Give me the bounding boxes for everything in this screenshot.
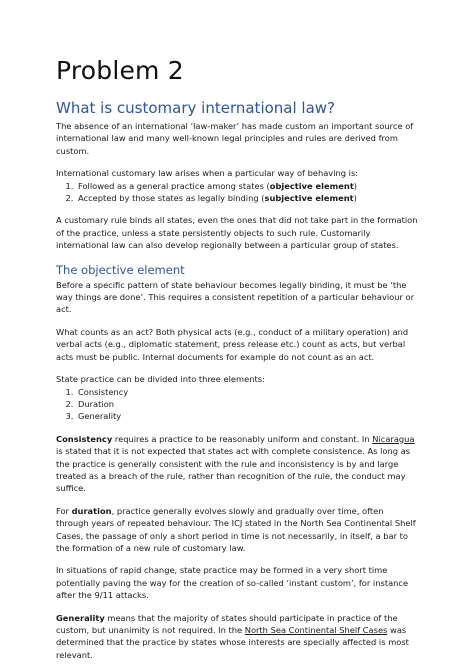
practice-elements-list [56,386,418,423]
generality-paragraph: Generality means that the majority of states should participate in practice of the custom, but unanimity is not required. In the North Sea Continental Shelf Cases was determined that the practice by states whose interests are specially affected is most relevant. [56,612,409,660]
acts-paragraph: What counts as an act? Both physical acts (e.g., conduct of a military operation) and verbal acts (e.g., diplomatic statement, press release etc.) count as acts, but verbal acts must be public. Internal documents for example do not count as an act. [56,326,409,362]
list-item: 1. Consistency [76,386,418,398]
case-reference: Nicaragua [372,433,415,444]
elements-list [56,180,418,205]
list-item: 3. Generality [76,410,418,422]
consistency-paragraph: Consistency requires a practice to be reasonably uniform and constant. In Nicaragua is stated that it is not expected that states act with complete consistence. As long as the practice is generally consistent with the rule and inconsistency is by and large treated as a breach of the rule, rather than recognition of the rule, the conduct may suffice. [56,433,415,494]
intro-paragraph: The absence of an international ‘law-maker’ has made custom an important source of international law and many well-known legal principles and rules are derived from custom. [56,121,414,156]
duration-paragraph: For duration, practice generally evolves slowly and gradually over time, often through years of repeated behaviour. The ICJ stated in the North Sea Continental Shelf Cases, the passage of only a short period in time is not necessarily, in itself, a bar to the formation of a new rule of customary law. [56,505,416,553]
rapid-change-paragraph: In situations of rapid change, state practice may be formed in a very short time potentially paving the way for the creation of so-called ‘instant custom’, for instance after the 9/11 attacks. [56,565,409,601]
section-heading-objective-element: The objective element [56,262,185,277]
state-practice-paragraph: State practice can be divided into three elements: [56,374,265,385]
pattern-paragraph: Before a specific pattern of state behaviour becomes legally binding, it must be ‘the way things are done’. This requires a consistent repetition of a particular behaviour or act. [56,279,415,315]
binding-paragraph: A customary rule binds all states, even the ones that did not take part in the formation of the practice, unless a state persistently objects to such rule. Customarily international law can also develop regionally between a particular group of states. [56,215,418,251]
case-reference: North Sea Continental Shelf Cases [244,625,388,635]
list-item: 2. Accepted by those states as legally binding (subjective element) [76,192,418,204]
page-title: Problem 2 [56,56,184,85]
list-item: 2. Duration [76,398,418,410]
list-item: 1. Followed as a general practice among states (objective element) [76,180,418,192]
arises-paragraph: International customary law arises when a particular way of behaving is: [56,168,359,179]
section-heading-customary-law: What is customary international law? [56,99,336,117]
